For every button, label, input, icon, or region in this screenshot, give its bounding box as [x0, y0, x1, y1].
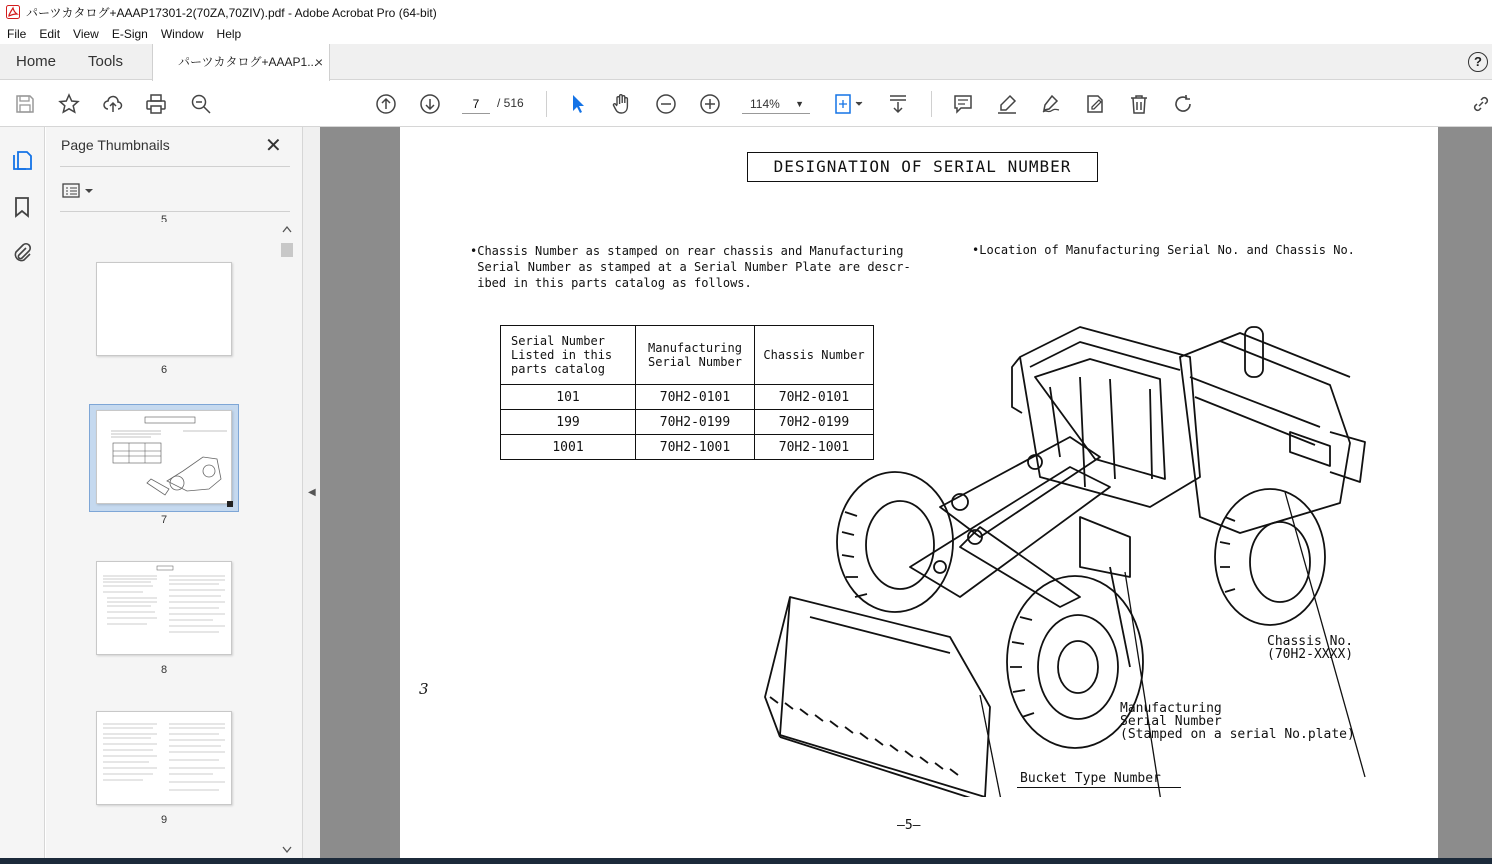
comment-icon[interactable] — [950, 91, 976, 117]
attachments-icon[interactable] — [10, 241, 34, 265]
table-cell: 199 — [501, 410, 636, 435]
table-cell: 101 — [501, 385, 636, 410]
bookmark-star-icon[interactable] — [56, 91, 82, 117]
chevron-down-icon: ▼ — [795, 99, 804, 109]
manufacturing-serial-label: Manufacturing Serial Number (Stamped on a serial No.plate) — [1120, 701, 1355, 742]
thumbnail-page-8-preview — [97, 562, 232, 655]
thumbnail-page-7[interactable] — [96, 410, 232, 504]
page-down-icon[interactable] — [417, 91, 443, 117]
tab-close-icon[interactable]: × — [314, 54, 323, 70]
print-icon[interactable] — [143, 91, 169, 117]
thumbnail-label-5: 5 — [160, 214, 168, 222]
printed-page-number: —5— — [897, 818, 921, 833]
save-icon[interactable] — [12, 91, 38, 117]
close-icon[interactable]: ✕ — [265, 135, 282, 157]
document-heading: DESIGNATION OF SERIAL NUMBER — [747, 152, 1098, 182]
panel-title: Page Thumbnails — [61, 137, 170, 153]
fit-page-icon[interactable] — [830, 91, 866, 117]
panel-splitter[interactable] — [302, 127, 320, 864]
table-cell: 70H2-0199 — [755, 410, 874, 435]
menu-help[interactable]: Help — [216, 27, 242, 41]
highlight-pen-icon[interactable] — [994, 91, 1020, 117]
table-cell: 70H2-0101 — [636, 385, 755, 410]
thumbnail-view-marker — [227, 501, 233, 507]
table-cell: 1001 — [501, 435, 636, 460]
bucket-label-underline — [1017, 787, 1181, 788]
table-header: Manufacturing Serial Number — [636, 326, 755, 385]
menu-bar — [0, 24, 1492, 44]
thumbnail-page-9[interactable] — [96, 711, 232, 805]
share-link-icon[interactable] — [1468, 91, 1492, 117]
thumbnails-panel — [46, 127, 302, 864]
menu-view[interactable]: View — [73, 27, 99, 41]
thumbnail-page-7-preview — [97, 411, 232, 504]
upload-icon[interactable] — [100, 91, 126, 117]
zoom-out-icon[interactable] — [653, 91, 679, 117]
page-number-input[interactable] — [462, 94, 490, 114]
bucket-type-label: Bucket Type Number — [1020, 771, 1161, 786]
thumbnail-options-button[interactable] — [62, 181, 98, 201]
menu-file[interactable]: File — [7, 27, 27, 41]
delete-icon[interactable] — [1126, 91, 1152, 117]
zoom-select[interactable] — [742, 94, 810, 114]
toolbar-divider — [931, 91, 932, 117]
acrobat-icon — [6, 5, 20, 19]
toolbar — [0, 81, 1492, 127]
table-cell: 70H2-0101 — [755, 385, 874, 410]
zoom-in-icon[interactable] — [697, 91, 723, 117]
thumbnail-label-7: 7 — [160, 514, 168, 526]
thumbnail-page-6[interactable] — [96, 262, 232, 356]
hand-icon[interactable] — [609, 91, 635, 117]
menu-edit[interactable]: Edit — [39, 27, 61, 41]
location-note: •Location of Manufacturing Serial No. and Chassis No. — [972, 243, 1355, 257]
scroll-mode-icon[interactable] — [885, 91, 911, 117]
options-menu-icon — [62, 181, 98, 201]
tab-tools[interactable]: Tools — [88, 53, 124, 70]
panel-divider — [60, 211, 290, 212]
table-header: Serial Number Listed in this parts catalog — [501, 326, 636, 385]
table-header: Chassis Number — [755, 326, 874, 385]
thumbnail-label-9: 9 — [160, 814, 168, 826]
intro-paragraph: •Chassis Number as stamped on rear chassis and Manufacturing Serial Number as stamped at a Serial Number Plate are descr- ibed in this parts catalog as follows. — [470, 244, 911, 290]
draw-icon[interactable] — [1038, 91, 1064, 117]
tab-row — [0, 44, 1492, 80]
document-viewport[interactable] — [320, 127, 1492, 864]
help-icon[interactable]: ? — [1468, 52, 1488, 72]
thumbnail-page-9-preview — [97, 712, 232, 805]
thumbnail-scrollbar[interactable] — [280, 223, 294, 857]
left-rail — [0, 127, 45, 864]
page-up-icon[interactable] — [373, 91, 399, 117]
table-cell: 70H2-0199 — [636, 410, 755, 435]
page-thumbnails-icon[interactable] — [10, 148, 34, 172]
panel-divider — [60, 166, 290, 167]
toolbar-divider — [546, 91, 547, 117]
table-cell: 70H2-1001 — [636, 435, 755, 460]
rotate-icon[interactable] — [1170, 91, 1196, 117]
bookmarks-icon[interactable] — [10, 195, 34, 219]
taskbar-edge — [0, 858, 1492, 864]
page-total: / 516 — [497, 96, 524, 110]
thumbnail-label-8: 8 — [160, 664, 168, 676]
select-pointer-icon[interactable] — [565, 91, 591, 117]
thumbnail-label-6: 6 — [160, 364, 168, 376]
table-cell: 70H2-1001 — [755, 435, 874, 460]
menu-esign[interactable]: E-Sign — [111, 27, 148, 41]
window-title: パーツカタログ+AAAP17301-2(70ZA,70ZIV).pdf - Adobe Acrobat Pro (64-bit) — [26, 5, 437, 20]
chassis-number-label: Chassis No. (70H2-XXXX) — [1267, 634, 1354, 662]
tab-document[interactable] — [152, 44, 330, 81]
tab-home[interactable]: Home — [16, 53, 57, 70]
tab-document-label: パーツカタログ+AAAP1... — [178, 55, 318, 69]
collapse-panel-icon[interactable]: ◀ — [308, 487, 316, 498]
menu-window[interactable]: Window — [160, 27, 204, 41]
thumbnail-page-8[interactable] — [96, 561, 232, 655]
title-bar — [0, 0, 1492, 24]
sign-icon[interactable] — [1082, 91, 1108, 117]
pdf-page — [400, 127, 1438, 864]
handwritten-mark: 3 — [419, 680, 429, 698]
zoom-value: 114% — [750, 97, 780, 111]
search-zoom-icon[interactable] — [188, 91, 214, 117]
